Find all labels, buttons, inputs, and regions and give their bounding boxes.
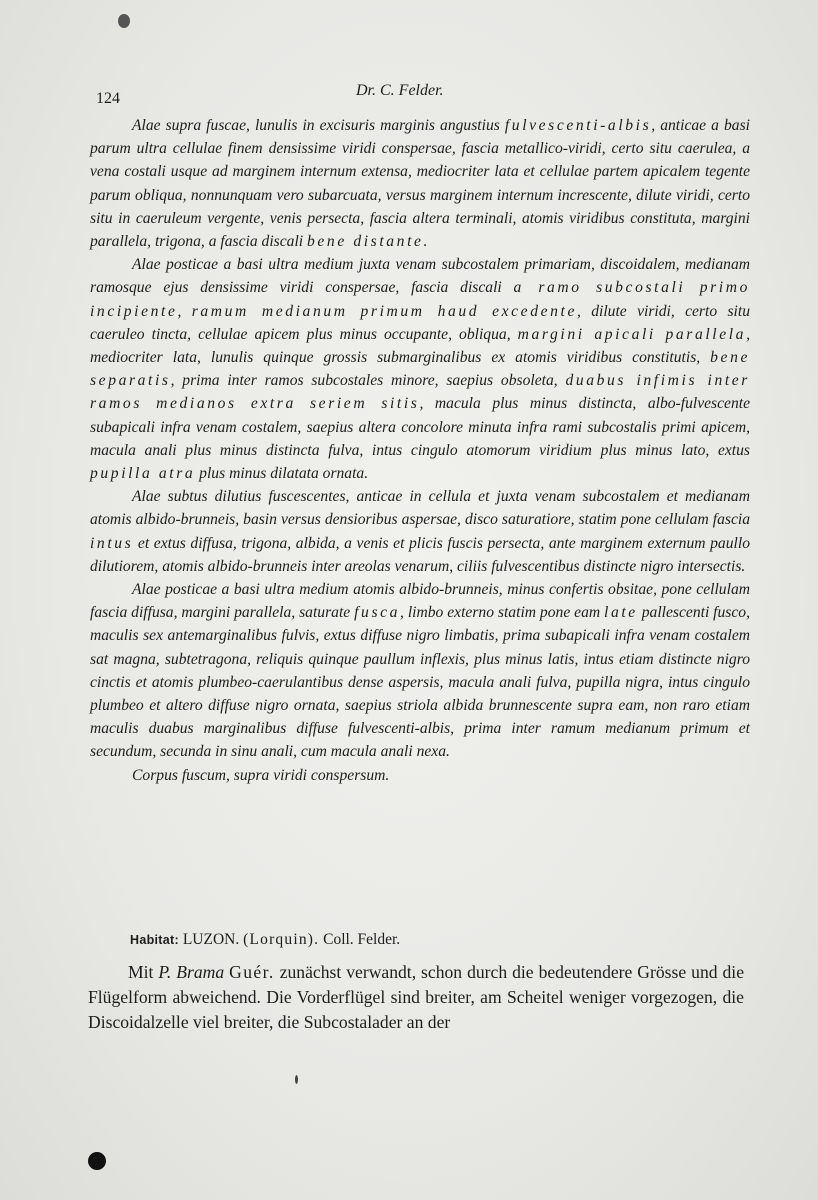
paragraph-forewing-upper: Alae supra fuscae, lunulis in excisuris marginis angustius fulvescenti-albis, anticae a basi parum ultra cellulae finem densissime viridi conspersae, fascia metallico-viridi, certo situ caerulea, a vena costali usque ad marginem internum extensa, mediocriter lata et cellulae partem apicalem tegente parum obliqua, nonnunquam vero subarcuata, versus marginem internum increscente, dilute viridi, certo situ in caeruleum vergente, venis persecta, fascia altera terminali, atomis viridibus constituta, margini parallela, trigona, a fascia discali bene distante. xyxy=(90,117,750,251)
german-remarks xyxy=(88,960,744,1035)
scan-speck xyxy=(295,1075,298,1084)
page-number: 124 xyxy=(96,90,120,107)
habitat-label: Habitat: xyxy=(130,933,179,947)
paragraph-wings-under: Alae subtus dilutius fuscescentes, anticae in cellula et juxta venam subcostalem et medianam atomis albido-brunneis, basin versus densioribus aspersae, disco saturatiore, statim pone cellulam fascia intus et extus diffusa, trigona, albida, a venis et plicis fuscis persecta, ante marginem externum paullo dilutiorem, atomis albido-brunneis inter areolas venarum, ciliis fulvescentibus distincte nigro intersectis. xyxy=(90,488,750,575)
species-author: Guér. xyxy=(229,962,275,982)
paragraph-hindwing-upper: Alae posticae a basi ultra medium juxta venam subcostalem primariam, discoidalem, medianam ramosque ejus densissime viridi conspersae, fascia discali a ramo subcostali primo incipiente, ramum medianum primum haud excedente, dilute viridi, certo situ caeruleo tincta, cellulae apicem plus minus occupante, obliqua, margini apicali parallela, mediocriter lata, lunulis quinque grossis submarginalibus ex atomis viridibus constitutis, bene separatis, prima inter ramos subcostales minore, saepius obsoleta, duabus infimis inter ramos medianos extra seriem sitis, macula plus minus distincta, albo-fulvescente subapicali infra venam costalem, saepius altera concolore minuta infra rami subcostalis primi apicem, macula anali plus minus distincta fulva, intus cingulo atomorum viridium plus minus lato, extus pupilla atra plus minus dilatata ornata. xyxy=(90,256,751,483)
running-title: Dr. C. Felder. xyxy=(356,82,444,99)
german-paragraph: Mit P. Brama Guér. zunächst verwandt, schon durch die bedeutendere Grösse und die Flügelform abweichend. Die Vorderflügel sind breiter, am Scheitel weniger vorgezogen, die Discoidalzelle viel breiter, die Subcostalader an der xyxy=(88,962,744,1032)
page-header xyxy=(96,80,748,110)
paragraph-body: Corpus fuscum, supra viridi conspersum. xyxy=(132,766,390,784)
scan-blot-top xyxy=(118,14,130,28)
species-name: P. Brama xyxy=(158,962,225,982)
habitat-line xyxy=(130,931,400,949)
habitat-collection: Coll. Felder. xyxy=(323,931,401,948)
scan-blot-bottom xyxy=(88,1152,106,1170)
latin-description xyxy=(90,114,750,787)
habitat-place: LUZON. xyxy=(182,931,240,948)
habitat-collector: (Lorquin). xyxy=(243,931,320,948)
paragraph-hindwing-under: Alae posticae a basi ultra medium atomis albido-brunneis, minus confertis obsitae, pone cellulam fascia diffusa, margini parallela, saturate fusca, limbo externo statim pone eam late pallescenti fusco, maculis sex antemarginalibus fulvis, extus diffuse nigro limbatis, prima subapicali infra venam costalem sat magna, subtetragona, reliquis quinque paullum inflexis, plus minus latis, intus etiam distincte nigro cinctis et atomis plumbeo-caerulantibus dense aspersis, macula anali fulva, pupilla nigra, intus cingulo plumbeo et altero diffuse nigro ornata, saepius striola albida brunnescente supra eam, non raro etiam maculis duabus marginalibus diffuse fulvescenti-albis, prima inter ramum medianum primum et secundum, secunda in sinu anali, cum macula anali nexa. xyxy=(90,581,750,761)
